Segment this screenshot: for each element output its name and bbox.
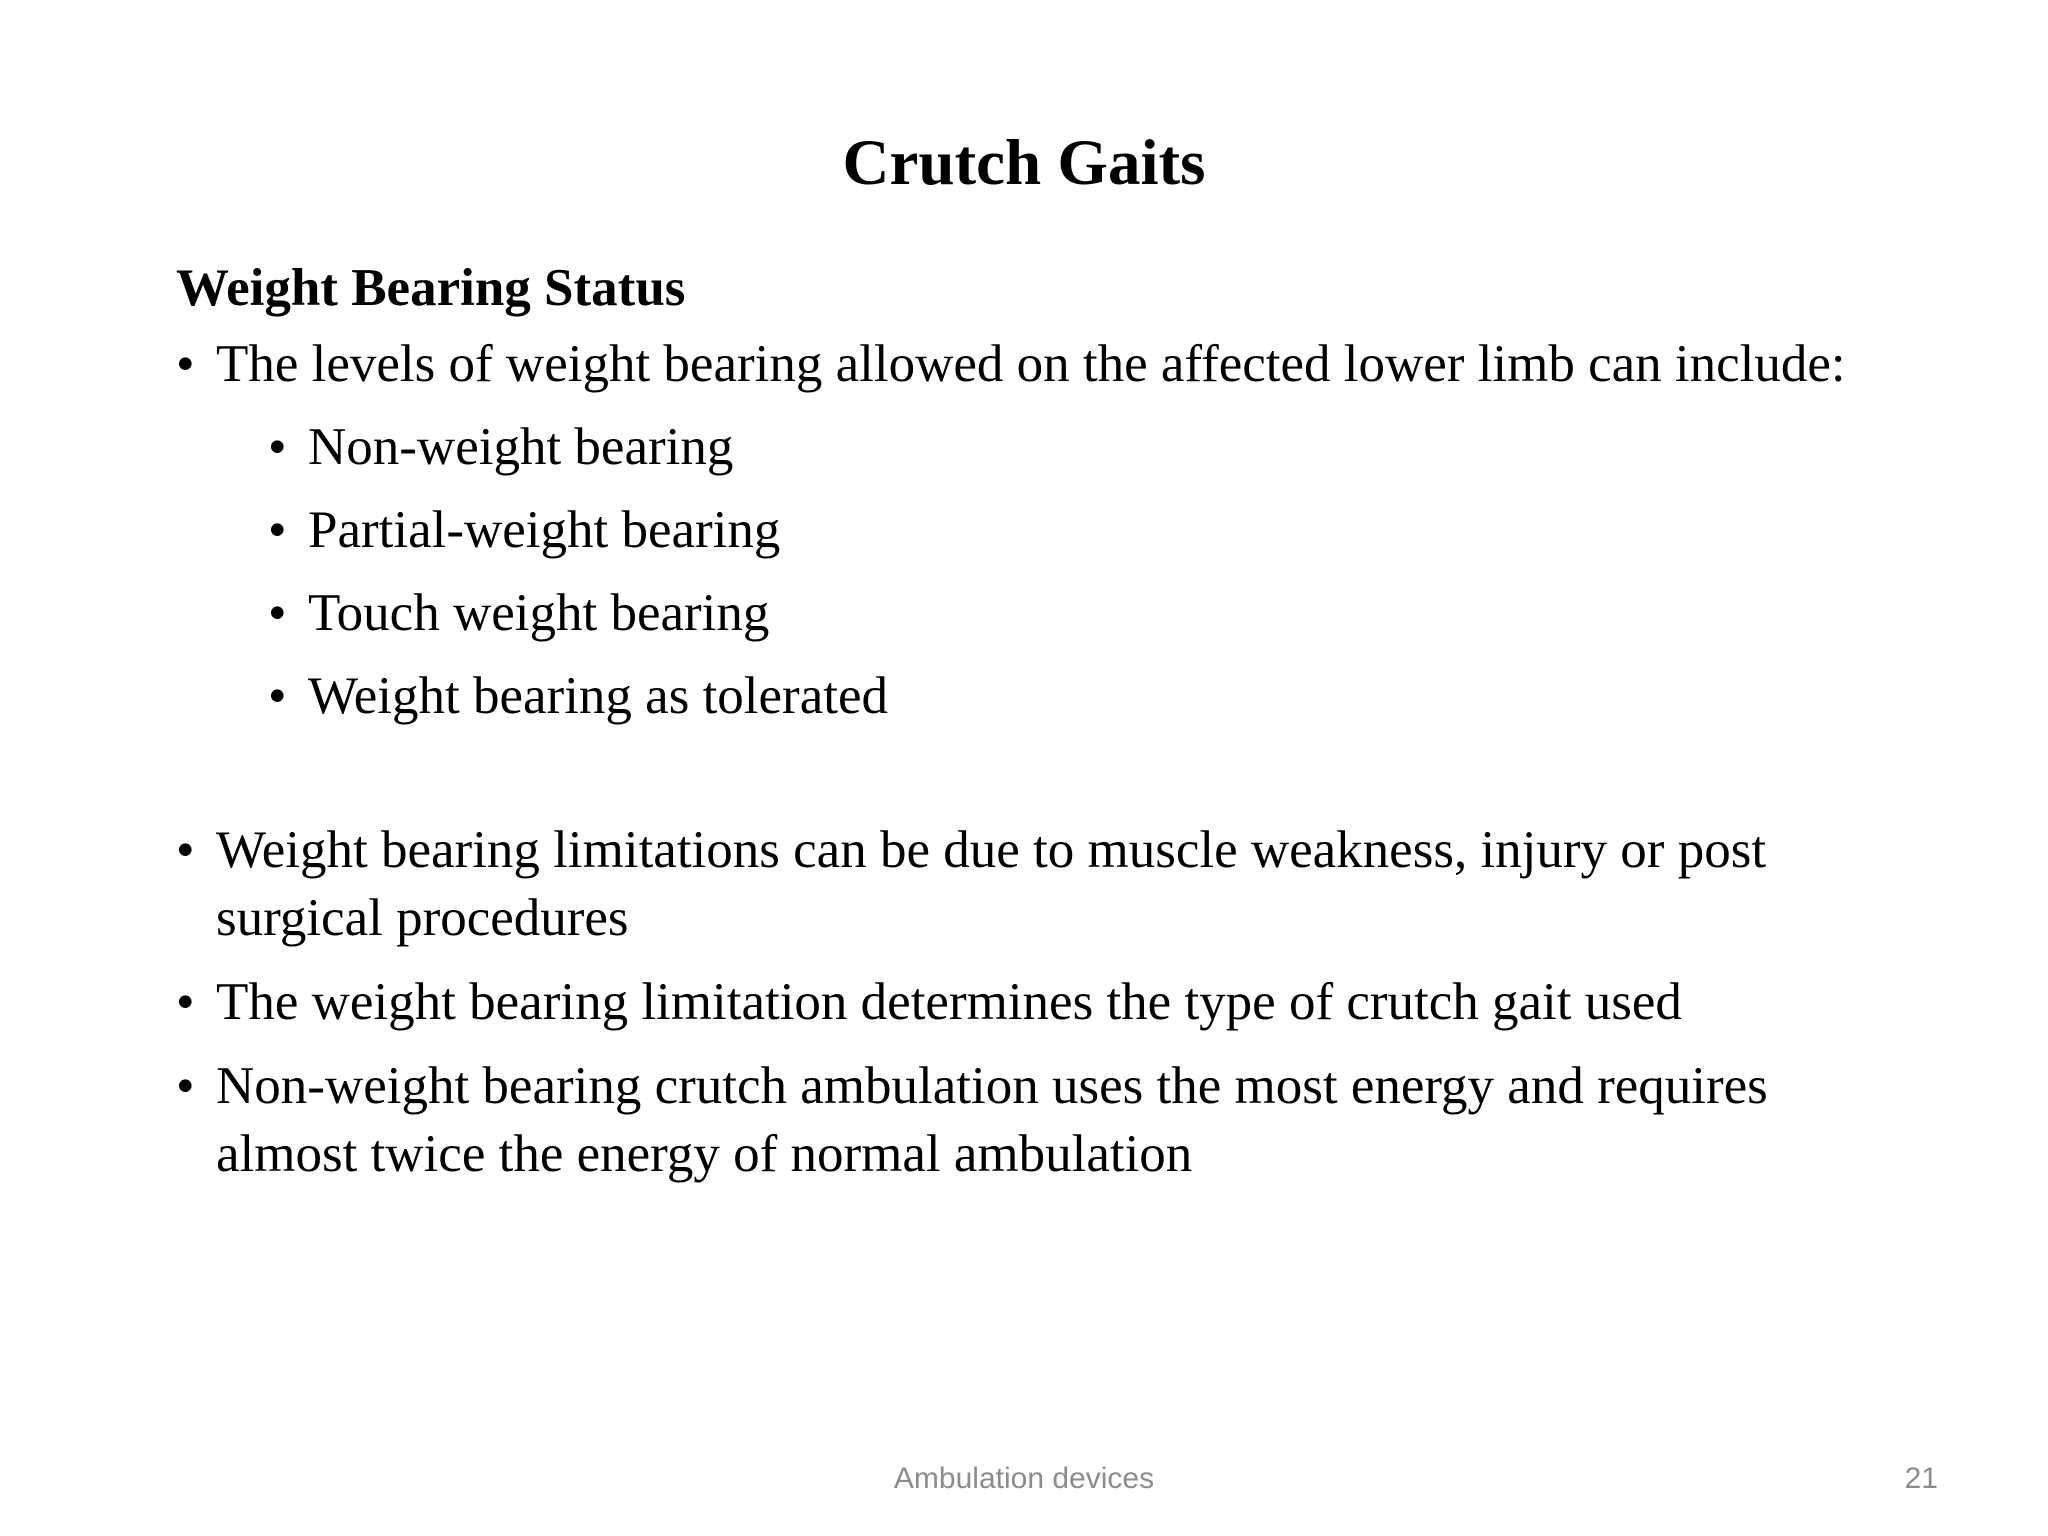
bullet-text: The levels of weight bearing allowed on the affected lower limb can include: — [216, 335, 1846, 393]
bullet-text: Non-weight bearing crutch ambulation uses the most energy and requires almost twice the energy of normal ambulation — [216, 1057, 1768, 1183]
sub-bullet-item: • Partial-weight bearing — [216, 496, 1916, 564]
slide-title: Crutch Gaits — [842, 127, 1206, 199]
sub-bullet-item: • Touch weight bearing — [216, 579, 1916, 647]
footer-label: Ambulation devices — [893, 1462, 1155, 1495]
bullet-item — [176, 1052, 1916, 1188]
sub-bullet-item: • Weight bearing as tolerated — [216, 662, 1916, 730]
bullet-item — [176, 968, 1916, 1036]
bullet-item — [176, 330, 1916, 730]
sub-bullet-item: • Non-weight bearing — [216, 413, 1916, 481]
page-number: 21 — [1904, 1462, 1938, 1495]
bullet-list — [176, 330, 1916, 1204]
bullet-text: The weight bearing limitation determines the type of crutch gait used — [216, 973, 1682, 1031]
section-subheading: Weight Bearing Status — [176, 259, 686, 317]
bullet-text: Weight bearing limitations can be due to muscle weakness, injury or post surgical procedures — [216, 821, 1767, 947]
sub-bullet-list — [216, 413, 1916, 730]
bullet-item — [176, 816, 1916, 952]
